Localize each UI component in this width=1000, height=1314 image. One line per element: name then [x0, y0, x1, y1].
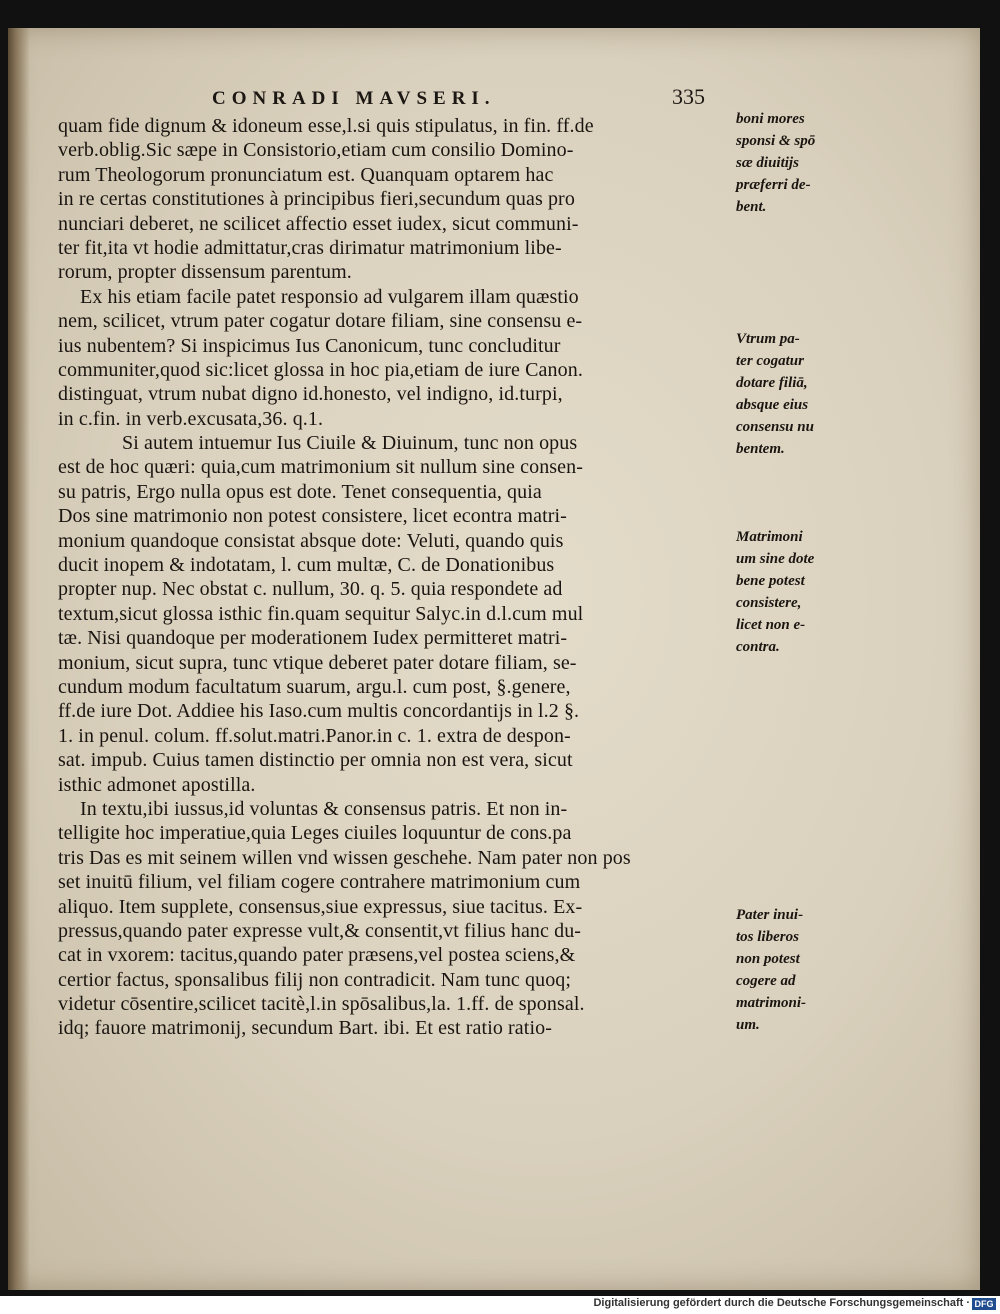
- text-line: In textu,ibi iussus,id voluntas & consensus patris. Et non in-: [80, 797, 568, 820]
- text-line: ter fit,ita vt hodie admittatur,cras dirimatur matrimonium libe-: [58, 236, 562, 259]
- text-line: distinguat, vtrum nubat digno id.honesto, vel indigno, id.turpi,: [58, 383, 563, 406]
- text-line: textum,sicut glossa isthic fin.quam sequitur Salyc.in d.l.cum mul: [58, 602, 584, 625]
- margin-note-line: um sine dote: [736, 551, 815, 567]
- text-line: telligite hoc imperatiue,quia Leges ciuiles loquuntur de cons.pa: [58, 822, 572, 845]
- margin-note-line: Pater inui-: [736, 907, 804, 923]
- text-line: cundum modum facultatum suarum, argu.l. cum post, §.genere,: [58, 675, 571, 698]
- margin-note-line: sponsi & spō: [736, 133, 816, 149]
- margin-note-line: præferri de-: [736, 177, 811, 193]
- text-line: isthic admonet apostilla.: [58, 773, 256, 796]
- text-line: ius nubentem? Si inspicimus Ius Canonicum, tunc concluditur: [58, 334, 561, 357]
- margin-note-line: licet non e-: [736, 617, 806, 633]
- margin-note-line: Matrimoni: [736, 529, 803, 545]
- text-line: propter nup. Nec obstat c. nullum, 30. q. 5. quia respondete ad: [58, 578, 563, 601]
- text-line: communiter,quod sic:licet glossa in hoc pia,etiam de iure Canon.: [58, 358, 583, 381]
- text-line: idq; fauore matrimonij, secundum Bart. ibi. Et est ratio ratio-: [58, 1017, 552, 1040]
- margin-note-line: ter cogatur: [736, 353, 804, 369]
- margin-note-boni-mores: [736, 108, 976, 218]
- text-line: nem, scilicet, vtrum pater cogatur dotare filiam, sine consensu e-: [58, 310, 583, 333]
- text-line: cat in vxorem: tacitus,quando pater præsens,vel postea sciens,&: [58, 944, 576, 967]
- text-line: pressus,quando pater expresse vult,& consentit,vt filius hanc du-: [58, 919, 582, 942]
- main-text-column: [58, 114, 730, 1041]
- text-line: tris Das es mit seinem willen vnd wissen geschehe. Nam pater non pos: [58, 846, 631, 869]
- text-line: in re certas constitutiones à principibus fieri,secundum quas pro: [58, 188, 575, 211]
- text-line: videtur cōsentire,scilicet tacitè,l.in spōsalibus,la. 1.ff. de sponsal.: [58, 993, 585, 1016]
- text-line: monium, sicut supra, tunc vtique deberet pater dotare filiam, se-: [58, 651, 577, 674]
- text-line: set inuitū filium, vel filiam cogere contrahere matrimonium cum: [58, 871, 581, 894]
- text-line: tæ. Nisi quandoque per moderationem Iudex permitteret matri-: [58, 627, 568, 650]
- margin-note-line: Vtrum pa-: [736, 331, 800, 347]
- text-line: sat. impub. Cuius tamen distinctio per omnia non est vera, sicut: [58, 749, 573, 772]
- page-number: 335: [672, 84, 705, 109]
- text-line: rorum, propter dissensum parentum.: [58, 261, 352, 284]
- margin-note-line: cogere ad: [736, 973, 796, 989]
- text-line: aliquo. Item supplete, consensus,siue expressus, siue tacitus. Ex-: [58, 895, 583, 918]
- text-line: quam fide dignum & idoneum esse,l.si quis stipulatus, in fin. ff.de: [58, 115, 594, 137]
- text-line: Dos sine matrimonio non potest consistere, licet econtra matri-: [58, 505, 567, 528]
- margin-note-line: bene potest: [736, 573, 805, 589]
- margin-note-line: consensu nu: [736, 419, 814, 435]
- footer-bar: [0, 1296, 1000, 1314]
- funding-notice: Digitalisierung gefördert durch die Deutsche Forschungsgemeinschaft ·: [593, 1297, 970, 1309]
- margin-note-pater-inuitos: [736, 904, 976, 1036]
- margin-note-line: sæ diuitijs: [736, 155, 799, 171]
- margin-note-line: boni mores: [736, 111, 805, 127]
- text-line: est de hoc quæri: quia,cum matrimonium sit nullum sine consen-: [58, 456, 584, 479]
- margin-note-line: dotare filiā,: [736, 375, 808, 391]
- dfg-logo: DFG: [972, 1298, 996, 1310]
- text-line: su patris, Ergo nulla opus est dote. Tenet consequentia, quia: [58, 480, 542, 503]
- text-line: in c.fin. in verb.excusata,36. q.1.: [58, 407, 324, 430]
- margin-note-vtrum-pater: [736, 328, 976, 460]
- text-line: verb.oblig.Sic sæpe in Consistorio,etiam cum consilio Domino-: [58, 139, 574, 162]
- margin-note-line: um.: [736, 1017, 760, 1033]
- text-line: monium quandoque consistat absque dote: Veluti, quando quis: [58, 529, 564, 552]
- margin-note-line: non potest: [736, 951, 800, 967]
- margin-note-line: absque eius: [736, 397, 809, 413]
- margin-note-line: tos liberos: [736, 929, 799, 945]
- text-line: 1. in penul. colum. ff.solut.matri.Panor.in c. 1. extra de despon-: [58, 724, 571, 747]
- text-line: certior factus, sponsalibus filij non contradicit. Nam tunc quoq;: [58, 968, 572, 991]
- page-spine-edge: [8, 28, 30, 1290]
- margin-note-line: matrimoni-: [736, 995, 807, 1011]
- text-line: nunciari deberet, ne scilicet affectio esset iudex, sicut communi-: [58, 212, 579, 235]
- margin-note-line: consistere,: [736, 595, 802, 611]
- text-line: Ex his etiam facile patet responsio ad vulgarem illam quæstio: [80, 285, 579, 308]
- text-line: ducit inopem & indotatam, l. cum multæ, C. de Donationibus: [58, 554, 555, 577]
- running-head: CONRADI MAVSERI.: [212, 88, 496, 109]
- margin-note-matrimonium-sine-dote: [736, 526, 976, 658]
- margin-note-line: bentem.: [736, 441, 785, 457]
- margin-note-line: bent.: [736, 199, 767, 215]
- margin-note-line: contra.: [736, 639, 780, 655]
- text-line: Si autem intuemur Ius Ciuile & Diuinum, tunc non opus: [122, 432, 578, 455]
- text-line: rum Theologorum pronunciatum est. Quanquam optarem hac: [58, 163, 554, 186]
- text-line: ff.de iure Dot. Addiee his Iaso.cum multis concordantijs in l.2 §.: [58, 700, 580, 723]
